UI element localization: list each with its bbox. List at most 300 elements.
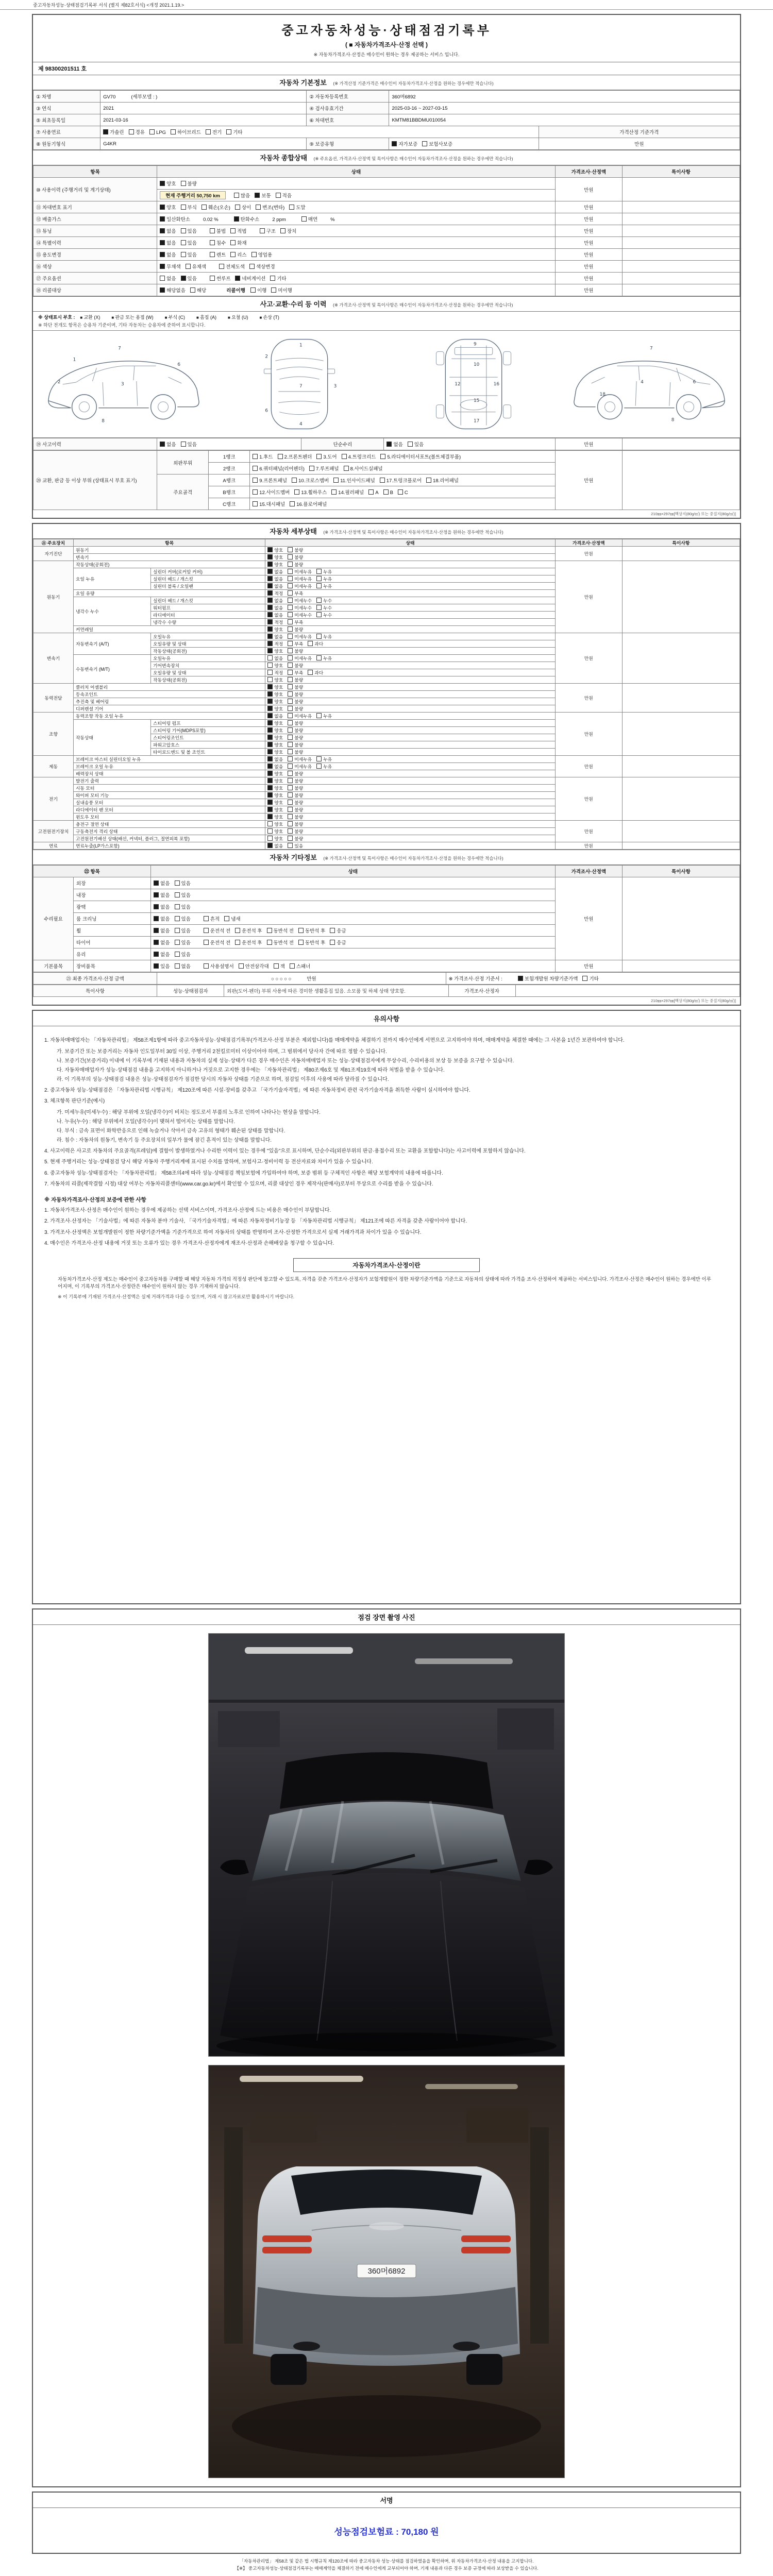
checkbox-option[interactable] <box>267 575 283 582</box>
checkbox-option[interactable] <box>288 756 312 762</box>
checkbox-option[interactable] <box>290 962 311 970</box>
checkbox-option[interactable] <box>398 489 408 496</box>
checkbox-option[interactable] <box>267 612 283 618</box>
checkbox-option[interactable] <box>210 275 231 282</box>
checkbox-option[interactable] <box>276 192 292 199</box>
checkbox-option[interactable] <box>288 684 303 690</box>
row-label: ⑥ 차대번호 <box>307 114 389 126</box>
checkbox-option[interactable] <box>160 180 176 187</box>
checkbox-option[interactable] <box>239 962 269 970</box>
panel-number: 18 <box>599 392 606 397</box>
checkbox-option[interactable] <box>235 927 262 934</box>
checkbox-option[interactable] <box>288 763 312 770</box>
checkbox-option[interactable] <box>267 806 283 813</box>
checkbox-option[interactable] <box>518 975 578 982</box>
paper-size-note: 210㎜×297㎜[백상지(80g/㎡) 또는 중질지(80g/㎡)] <box>651 998 736 1003</box>
checkbox-option[interactable] <box>292 477 329 484</box>
checkbox-option[interactable] <box>274 962 285 970</box>
checkbox-option[interactable] <box>175 879 191 887</box>
checkbox-option[interactable] <box>288 669 303 676</box>
checkbox-option[interactable] <box>181 251 197 258</box>
checkbox-option[interactable] <box>333 477 375 484</box>
checkbox-icon <box>160 442 165 447</box>
checkbox-option[interactable] <box>267 705 283 712</box>
legend-mark: ■ 손상 (T) <box>259 315 279 320</box>
checkbox-option[interactable] <box>267 785 283 791</box>
checkbox-option[interactable] <box>267 648 283 654</box>
checkbox-label: 8.사이드실패널 <box>350 466 383 472</box>
price-cell: 만원 <box>555 178 622 201</box>
checkbox-option[interactable] <box>267 770 283 777</box>
checkbox-option[interactable] <box>288 842 303 849</box>
checkbox-icon <box>154 880 159 886</box>
checkbox-option[interactable] <box>267 633 283 640</box>
checkbox-option[interactable] <box>288 720 303 726</box>
checkbox-option[interactable] <box>316 612 332 618</box>
checkbox-option[interactable] <box>255 192 271 199</box>
checkbox-option[interactable] <box>383 489 393 496</box>
checkbox-option[interactable] <box>201 204 230 211</box>
checkbox-option[interactable] <box>392 140 417 147</box>
checkbox-option[interactable] <box>160 440 176 448</box>
checkbox-option[interactable] <box>267 676 283 683</box>
checkbox-label: 16.플로어패널 <box>296 502 327 507</box>
checkbox-option[interactable] <box>288 568 312 575</box>
checkbox-option[interactable] <box>160 227 176 234</box>
checkbox-option[interactable] <box>210 251 226 258</box>
checkbox-option[interactable] <box>249 263 275 270</box>
item-cell: 연료누출(LP가스포함) <box>74 842 265 850</box>
checkbox-option[interactable] <box>316 713 332 719</box>
checkbox-option[interactable] <box>190 286 206 294</box>
checkbox-option[interactable] <box>267 814 283 820</box>
price-cell: 만원 <box>555 547 622 561</box>
checkbox-option[interactable] <box>230 227 246 234</box>
checkbox-option[interactable] <box>267 619 283 625</box>
checkbox-option[interactable] <box>267 568 283 575</box>
checkbox-option[interactable] <box>267 821 283 827</box>
item-cell: 커먼레일 <box>74 626 265 633</box>
checkbox-option[interactable] <box>288 626 303 633</box>
checkbox-label: 미세누유 <box>294 757 312 762</box>
checkbox-option[interactable] <box>149 129 166 135</box>
checkbox-option[interactable] <box>316 575 332 582</box>
checkbox-option[interactable] <box>267 597 283 604</box>
checkbox-option[interactable] <box>288 741 303 748</box>
check-group <box>234 215 264 223</box>
checkbox-option[interactable] <box>316 568 332 575</box>
checkbox-option[interactable] <box>368 489 378 496</box>
status-cell <box>265 669 555 676</box>
checkbox-option[interactable] <box>267 713 283 719</box>
checkbox-option[interactable] <box>267 799 283 806</box>
checkbox-option[interactable] <box>154 891 170 899</box>
status-cell <box>265 777 555 785</box>
checkbox-option[interactable] <box>204 962 234 970</box>
checkbox-option[interactable] <box>175 962 191 970</box>
status-text: ○ ○ ○ ○ ○ <box>271 976 292 982</box>
checkbox-option[interactable] <box>288 590 303 597</box>
checkbox-option[interactable] <box>298 939 325 946</box>
detailed-condition-body <box>33 539 740 850</box>
checkbox-icon <box>267 590 273 596</box>
checkbox-icon <box>288 792 293 798</box>
checkbox-option[interactable] <box>267 561 283 568</box>
note-cell <box>622 237 740 249</box>
checkbox-option[interactable] <box>288 583 312 589</box>
checkbox-option[interactable] <box>234 215 260 223</box>
checkbox-label: 잭 <box>280 964 285 970</box>
checkbox-option[interactable] <box>288 785 303 791</box>
checkbox-option[interactable] <box>288 561 303 568</box>
checkbox-option[interactable] <box>288 604 312 611</box>
document-number: 제 98300201511 호 <box>38 66 87 72</box>
checkbox-icon <box>160 287 165 293</box>
status-cell <box>151 925 556 937</box>
checkbox-option[interactable] <box>267 756 283 762</box>
checkbox-option[interactable] <box>230 251 246 258</box>
checkbox-option[interactable] <box>154 915 170 922</box>
checkbox-option[interactable] <box>330 939 346 946</box>
checkbox-icon <box>288 800 293 805</box>
checkbox-icon <box>210 276 215 281</box>
checkbox-icon <box>253 478 258 483</box>
check-group <box>253 477 463 484</box>
checkbox-option[interactable] <box>160 286 186 294</box>
checkbox-option[interactable] <box>154 951 170 958</box>
checkbox-option[interactable] <box>160 263 181 270</box>
checkbox-option[interactable] <box>288 575 312 582</box>
checkbox-option[interactable] <box>181 227 197 234</box>
checkbox-option[interactable] <box>267 691 283 698</box>
checkbox-label: 적법 <box>237 229 247 234</box>
checkbox-icon <box>267 814 273 819</box>
checkbox-option[interactable] <box>288 547 303 553</box>
checkbox-option[interactable] <box>308 640 323 647</box>
item-cell: 라디에이터 팬 모터 <box>74 806 265 814</box>
checkbox-option[interactable] <box>175 927 191 934</box>
checkbox-option[interactable] <box>288 648 303 654</box>
checkbox-option[interactable] <box>280 227 296 234</box>
checkbox-option[interactable] <box>288 619 303 625</box>
checkbox-option[interactable] <box>204 915 220 922</box>
checkbox-option[interactable] <box>288 698 303 705</box>
checkbox-option[interactable] <box>175 915 191 922</box>
checkbox-option[interactable] <box>267 741 283 748</box>
checkbox-option[interactable] <box>171 128 201 135</box>
checkbox-label: 불량 <box>294 685 304 690</box>
check-group <box>267 756 337 762</box>
checkbox-option[interactable] <box>422 140 452 147</box>
checkbox-option[interactable] <box>288 749 303 755</box>
checkbox-icon <box>386 442 392 447</box>
row-label: ③ 연식 <box>33 103 100 114</box>
checkbox-option[interactable] <box>160 239 176 246</box>
checkbox-option[interactable] <box>270 275 286 282</box>
checkbox-option[interactable] <box>294 488 327 496</box>
checkbox-option[interactable] <box>175 903 191 910</box>
checkbox-option[interactable] <box>267 590 283 597</box>
checkbox-label: 불량 <box>294 649 304 654</box>
checkbox-label: 누수 <box>323 598 332 603</box>
checkbox-option[interactable] <box>267 655 283 662</box>
checkbox-option[interactable] <box>160 204 176 211</box>
checkbox-option[interactable] <box>316 604 332 611</box>
checkbox-option[interactable] <box>290 500 327 507</box>
checkbox-option[interactable] <box>260 227 276 234</box>
checkbox-option[interactable] <box>181 180 197 187</box>
check-group <box>267 655 337 662</box>
checkbox-option[interactable] <box>251 251 273 258</box>
checkbox-option[interactable] <box>267 626 283 633</box>
checkbox-label: 적정 <box>274 670 283 675</box>
checkbox-option[interactable] <box>380 477 422 484</box>
panel-number: 9 <box>474 342 477 347</box>
checkbox-icon <box>219 264 224 269</box>
check-group <box>267 828 308 835</box>
checkbox-option[interactable] <box>204 939 230 946</box>
check-group <box>267 720 308 726</box>
checkbox-option[interactable] <box>288 676 303 683</box>
checkbox-option[interactable] <box>219 263 245 270</box>
checkbox-option[interactable] <box>288 662 303 669</box>
checkbox-option[interactable] <box>380 453 461 460</box>
check-group <box>253 500 331 507</box>
checkbox-option[interactable] <box>267 727 283 734</box>
checkbox-option[interactable] <box>253 500 285 507</box>
checkbox-option[interactable] <box>234 192 250 199</box>
checkbox-label: 없음 <box>274 843 283 849</box>
checkbox-option[interactable] <box>288 734 303 741</box>
checkbox-option[interactable] <box>288 727 303 734</box>
checkbox-option[interactable] <box>331 488 364 496</box>
checkbox-option[interactable] <box>271 286 292 294</box>
status-cell <box>151 889 556 901</box>
checkbox-option[interactable] <box>267 640 283 647</box>
checkbox-icon <box>204 916 209 921</box>
checkbox-option[interactable] <box>267 698 283 705</box>
checkbox-option[interactable] <box>204 927 230 934</box>
column-header: 항목 <box>33 166 157 178</box>
checkbox-option[interactable] <box>316 583 332 589</box>
checkbox-label: 9.프론트패널 <box>259 478 288 484</box>
checkbox-option[interactable] <box>288 799 303 806</box>
note-cell <box>622 438 740 450</box>
checkbox-label: 동반석 전 <box>273 928 294 934</box>
checkbox-option[interactable] <box>301 215 317 223</box>
checkbox-option[interactable] <box>288 655 312 662</box>
checkbox-option[interactable] <box>267 792 283 799</box>
checkbox-option[interactable] <box>316 756 332 762</box>
checkbox-option[interactable] <box>267 777 283 784</box>
checkbox-option[interactable] <box>288 835 303 842</box>
checkbox-option[interactable] <box>386 440 402 448</box>
checkbox-option[interactable] <box>181 440 197 448</box>
checkbox-option[interactable] <box>175 891 191 899</box>
checkbox-label: 있음 <box>187 241 197 246</box>
checkbox-option[interactable] <box>210 239 226 246</box>
checkbox-option[interactable] <box>175 939 191 946</box>
checkbox-option[interactable] <box>288 691 303 698</box>
checkbox-option[interactable] <box>224 915 240 922</box>
checkbox-option[interactable] <box>342 453 376 460</box>
checkbox-option[interactable] <box>309 465 339 472</box>
checkbox-option[interactable] <box>235 939 262 946</box>
checkbox-option[interactable] <box>308 669 323 676</box>
checkbox-option[interactable] <box>154 927 170 934</box>
checkbox-option[interactable] <box>226 128 242 135</box>
form-reference-text: 중고자동차성능·상태점검기록부 서식 (별지 제82호서식) <개정 2021.1.19.> <box>33 3 184 8</box>
checkbox-label: 보통 <box>261 193 271 199</box>
checkbox-option[interactable] <box>288 792 303 799</box>
checkbox-option[interactable] <box>316 597 332 604</box>
checkbox-option[interactable] <box>267 927 294 934</box>
checkbox-option[interactable] <box>288 821 303 827</box>
checkbox-option[interactable] <box>267 669 283 676</box>
checkbox-option[interactable] <box>288 612 312 618</box>
check-group <box>210 227 251 234</box>
checkbox-option[interactable] <box>288 597 312 604</box>
checkbox-option[interactable] <box>288 814 303 820</box>
checkbox-option[interactable] <box>267 684 283 690</box>
checkbox-option[interactable] <box>316 655 332 662</box>
checkbox-option[interactable] <box>253 465 305 472</box>
checkbox-option[interactable] <box>316 763 332 770</box>
checkbox-option[interactable] <box>267 749 283 755</box>
checkbox-label: 누수 <box>323 605 332 611</box>
checkbox-label: 미세누유 <box>294 634 312 639</box>
checkbox-label: 없음 <box>274 764 283 769</box>
checkbox-option[interactable] <box>267 662 283 669</box>
checkbox-option[interactable] <box>129 128 145 135</box>
checkbox-label: 누수 <box>323 613 332 618</box>
checkbox-option[interactable] <box>288 705 303 712</box>
checkbox-option[interactable] <box>267 835 283 842</box>
checkbox-icon <box>235 928 240 933</box>
checkbox-option[interactable] <box>253 488 290 496</box>
checkbox-option[interactable] <box>235 275 265 282</box>
checkbox-option[interactable] <box>154 939 170 946</box>
checkbox-option[interactable] <box>288 633 312 640</box>
checkbox-label: 있음 <box>187 276 197 282</box>
checkbox-option[interactable] <box>408 440 424 448</box>
checkbox-option[interactable] <box>267 828 283 835</box>
checkbox-option[interactable] <box>289 204 305 211</box>
checkbox-icon <box>149 129 155 134</box>
checkbox-option[interactable] <box>267 720 283 726</box>
subitem-cell: 실린더 블록 / 오일팬 <box>151 583 265 590</box>
row-label: ⑬ 튜닝 <box>33 225 157 237</box>
checkbox-option[interactable] <box>267 604 283 611</box>
checkbox-icon <box>181 240 186 245</box>
checkbox-option[interactable] <box>175 951 191 958</box>
subitem-cell: 오일유량 및 상태 <box>151 640 265 648</box>
status-cell <box>265 604 555 612</box>
checkbox-option[interactable] <box>160 275 176 282</box>
column-header: 특이사항 <box>622 866 740 877</box>
checkbox-option[interactable] <box>288 554 303 561</box>
checkbox-option[interactable] <box>154 879 170 887</box>
check-group <box>154 891 195 899</box>
price-cell: 만원 <box>555 273 622 284</box>
value-cell: 360머6892 <box>389 91 740 103</box>
checkbox-option[interactable] <box>186 263 207 270</box>
checkbox-option[interactable] <box>267 547 283 553</box>
checkbox-option[interactable] <box>344 465 383 472</box>
checkbox-option[interactable] <box>267 554 283 561</box>
checkbox-option[interactable] <box>256 204 284 211</box>
checkbox-icon <box>267 800 273 805</box>
checkbox-label: 13.휠하우스 <box>301 490 327 496</box>
checkbox-option[interactable] <box>267 939 294 946</box>
checkbox-option[interactable] <box>267 763 283 770</box>
checkbox-option[interactable] <box>426 477 459 484</box>
checkbox-option[interactable] <box>288 713 312 719</box>
panel-number: 6 <box>693 380 696 385</box>
checkbox-option[interactable] <box>235 204 251 211</box>
checkbox-option[interactable] <box>288 777 303 784</box>
panel-number: 6 <box>177 362 181 368</box>
checkbox-option[interactable] <box>206 128 222 135</box>
signature-box <box>32 2492 741 2554</box>
status-cell <box>157 273 556 284</box>
inline-label: 리콜이행 <box>226 288 245 294</box>
checkbox-option[interactable] <box>278 453 312 460</box>
checkbox-option[interactable] <box>267 734 283 741</box>
checkbox-option[interactable] <box>288 640 303 647</box>
checkbox-option[interactable] <box>230 239 246 246</box>
checkbox-option[interactable] <box>160 215 190 223</box>
checkbox-option[interactable] <box>316 453 337 460</box>
checkbox-option[interactable] <box>154 903 170 910</box>
panel-number: 7 <box>118 346 121 351</box>
checkbox-option[interactable] <box>181 204 197 211</box>
checkbox-option[interactable] <box>181 239 197 246</box>
price-cell: 만원 <box>555 284 622 296</box>
column-header: 상태 <box>157 166 556 178</box>
checkbox-icon <box>288 554 293 560</box>
checkbox-option[interactable] <box>250 286 266 294</box>
checkbox-option[interactable] <box>288 770 303 777</box>
checkbox-icon <box>234 193 239 198</box>
checkbox-option[interactable] <box>103 128 124 135</box>
checkbox-option[interactable] <box>582 975 598 982</box>
checkbox-label: 불량 <box>294 627 304 632</box>
group-cell: 고전원전기장치 <box>33 821 74 842</box>
checkbox-option[interactable] <box>154 962 170 970</box>
subitem-cell: 냉각수 수량 <box>151 619 265 626</box>
checkbox-option[interactable] <box>288 828 303 835</box>
checkbox-icon <box>160 240 165 245</box>
checkbox-label: 미세누유 <box>294 714 312 719</box>
price-cell: 만원 <box>555 451 622 510</box>
checkbox-label: 누유 <box>323 584 332 589</box>
checkbox-option[interactable] <box>267 583 283 589</box>
checkbox-option[interactable] <box>267 842 283 849</box>
checkbox-option[interactable] <box>253 477 287 484</box>
checkbox-option[interactable] <box>330 927 346 934</box>
item-cell: 작동상태(공회전) <box>74 561 265 568</box>
checkbox-option[interactable] <box>210 227 226 234</box>
checkbox-option[interactable] <box>253 453 273 460</box>
checkbox-label: 불량 <box>294 555 304 560</box>
checkbox-option[interactable] <box>316 633 332 640</box>
checkbox-icon <box>210 240 215 245</box>
checkbox-option[interactable] <box>181 275 197 282</box>
checkbox-option[interactable] <box>298 927 325 934</box>
checkbox-option[interactable] <box>160 251 176 258</box>
checkbox-option[interactable] <box>288 806 303 813</box>
